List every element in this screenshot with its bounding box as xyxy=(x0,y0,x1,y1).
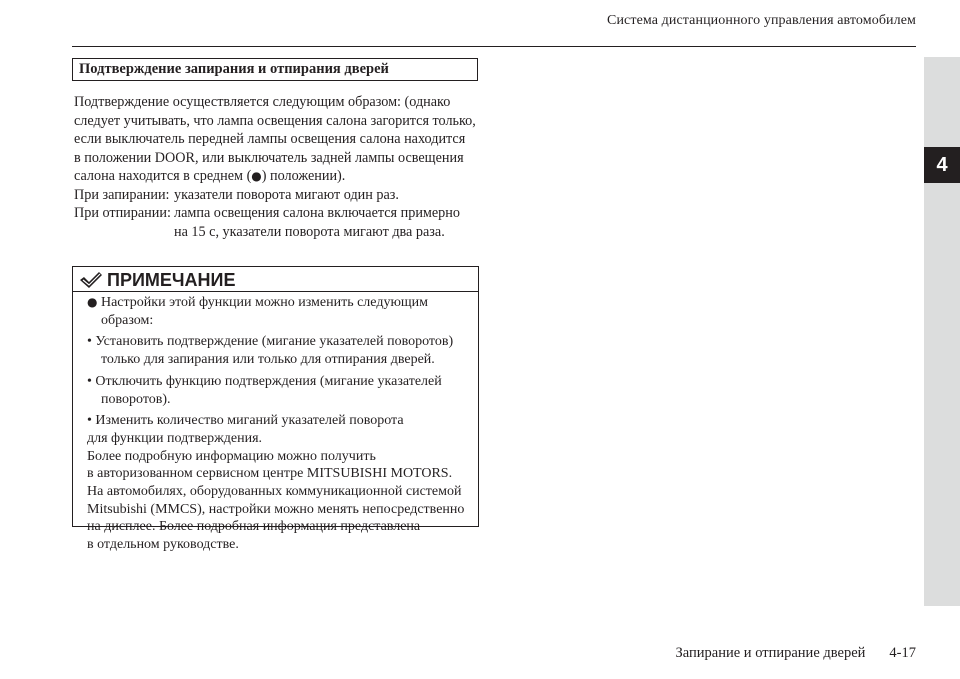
paragraph-line: следует учитывать, что лампа освещения салона загорится только, xyxy=(74,112,476,129)
note-title: ПРИМЕЧАНИЕ xyxy=(107,270,236,290)
footer-section-title: Запирание и отпирание дверей xyxy=(675,645,866,661)
running-header: Система дистанционного управления автомобилем xyxy=(607,13,916,28)
paragraph-line: если выключатель передней лампы освещения салона находится xyxy=(74,131,466,147)
chapter-number-marker: 4 xyxy=(924,147,960,183)
note-header xyxy=(79,269,235,291)
unlock-text-line: лампа освещения салона включается примерно xyxy=(174,205,460,221)
lock-action-row xyxy=(74,186,399,205)
note-sub-item-cont: только для запирания или только для отпирания дверей. xyxy=(101,352,435,368)
chapter-side-tab xyxy=(924,57,960,606)
note-sub-item: • Изменить количество миганий указателей поворота xyxy=(87,413,404,429)
note-text-line: образом: xyxy=(101,312,154,328)
header-divider xyxy=(72,46,916,47)
note-bullet-line xyxy=(87,294,477,312)
note-extra-line: На автомобилях, оборудованных коммуникационной системой xyxy=(87,484,462,500)
unlock-text xyxy=(174,204,460,241)
lock-text: указатели поворота мигают один раз. xyxy=(174,187,399,203)
confirmation-paragraph xyxy=(74,93,484,186)
section-heading: Подтверждение запирания и отпирания дверей xyxy=(72,58,478,81)
note-sub-item: • Установить подтверждение (мигание указателей поворотов) xyxy=(87,334,454,350)
unlock-action-row xyxy=(74,204,460,241)
note-extra-line: на дисплее. Более подробная информация представлена xyxy=(87,519,421,535)
note-box xyxy=(72,266,479,553)
page-number: 4-17 xyxy=(889,645,916,661)
note-sub-item-cont: для функции подтверждения. xyxy=(87,430,263,446)
unlock-text-line: на 15 с, указатели поворота мигают два раза. xyxy=(174,223,445,240)
note-extra-line: Mitsubishi (MMCS), настройки можно менять непосредственно xyxy=(87,501,465,517)
note-extra-line: Более подробную информацию можно получить xyxy=(87,448,376,464)
note-text: Настройки этой функции можно изменить следующим xyxy=(100,295,429,310)
unlock-label: При отпирании: xyxy=(74,205,171,221)
paragraph-line xyxy=(74,167,484,186)
checkmark-icon xyxy=(79,271,103,289)
note-extra-line: в отдельном руководстве. xyxy=(87,537,239,553)
bullet-icon: ● xyxy=(87,295,98,309)
paragraph-line: в положении DOOR, или выключатель задней лампы освещения xyxy=(74,149,464,166)
note-sub-item: • Отключить функцию подтверждения (мигание указателей xyxy=(87,373,442,389)
page-footer xyxy=(676,645,916,662)
lock-label: При запирании: xyxy=(74,187,170,203)
paragraph-text: ) положении). xyxy=(261,168,346,184)
note-extra-line: в авторизованном сервисном центре MITSUBISHI MOTORS. xyxy=(87,466,453,482)
note-sub-item-cont: поворотов). xyxy=(101,391,171,407)
paragraph-text: салона находится в среднем ( xyxy=(74,168,252,184)
middle-position-dot-icon: ● xyxy=(251,169,262,183)
note-content xyxy=(87,294,477,554)
paragraph-line: Подтверждение осуществляется следующим образом: (однако xyxy=(74,94,451,110)
note-divider xyxy=(73,291,478,292)
